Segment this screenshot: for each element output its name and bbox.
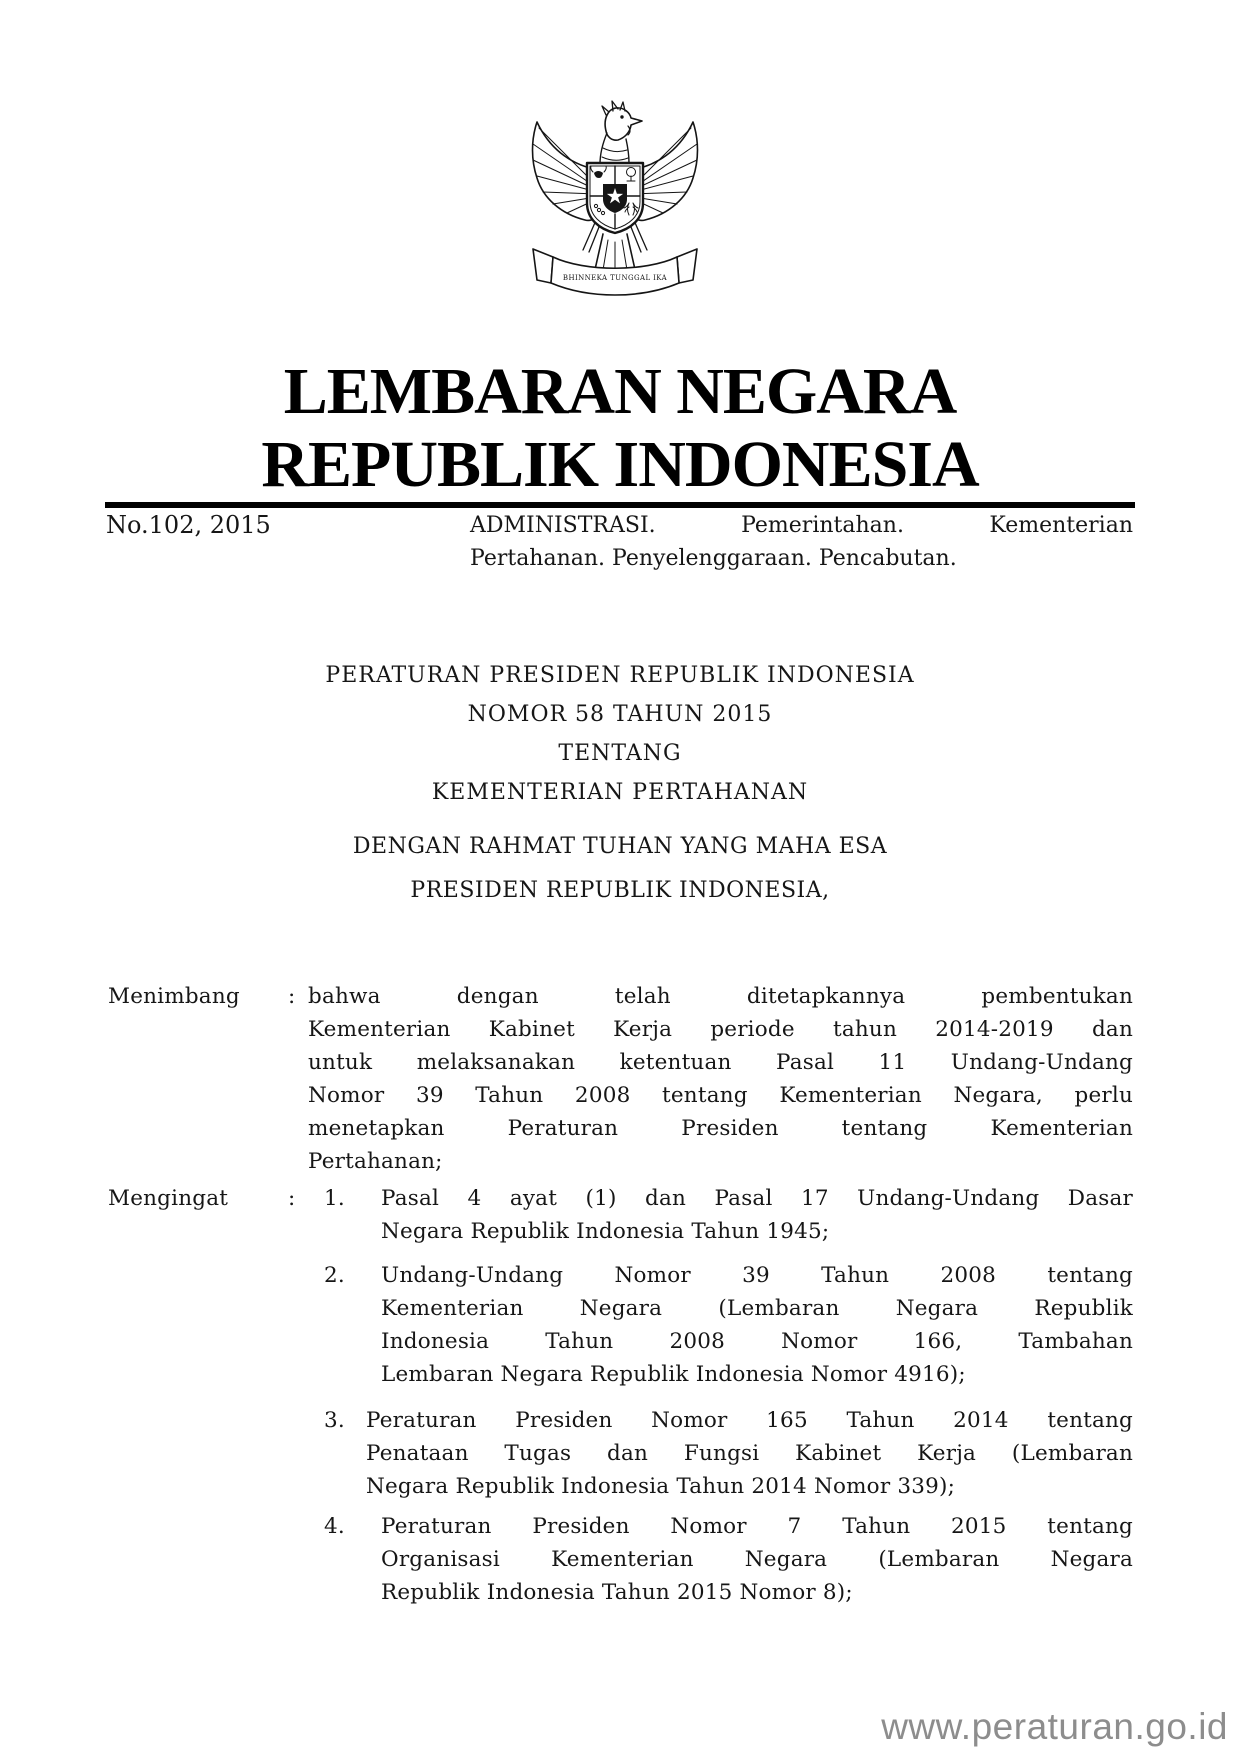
legal-basis-item bbox=[381, 1510, 1133, 1609]
authority-line: PRESIDEN REPUBLIK INDONESIA, bbox=[410, 878, 830, 903]
invocation-line: DENGAN RAHMAT TUHAN YANG MAHA ESA bbox=[352, 834, 888, 859]
text-line: Pertahanan; bbox=[308, 1149, 443, 1174]
text-line: bahwa dengan telah ditetapkannya pembentukan bbox=[308, 984, 1133, 1009]
text-line: menetapkan Peraturan Presiden tentang Kementerian bbox=[308, 1116, 1133, 1141]
text-line: Undang-Undang Nomor 39 Tahun 2008 tentang bbox=[381, 1263, 1133, 1288]
legal-basis-label: Mengingat bbox=[108, 1186, 229, 1211]
text-line: Pertahanan. Penyelenggaraan. Pencabutan. bbox=[470, 546, 957, 571]
legal-basis-item bbox=[366, 1404, 1133, 1503]
text-line: ADMINISTRASI. Pemerintahan. Kementerian bbox=[470, 513, 1133, 538]
regulation-title-line2: NOMOR 58 TAHUN 2015 bbox=[467, 702, 773, 727]
text-line: Republik Indonesia Tahun 2015 Nomor 8); bbox=[381, 1580, 853, 1605]
legal-basis-item bbox=[381, 1182, 1133, 1248]
garuda-eye bbox=[620, 115, 623, 118]
text-line: Organisasi Kementerian Negara (Lembaran Negara bbox=[381, 1547, 1133, 1572]
text-line: Nomor 39 Tahun 2008 tentang Kementerian Negara, perlu bbox=[308, 1083, 1133, 1108]
regulation-title-line4: KEMENTERIAN PERTAHANAN bbox=[431, 780, 809, 805]
masthead-rule bbox=[105, 502, 1135, 508]
regulation-title bbox=[105, 656, 1135, 812]
site-watermark: www.peraturan.go.id bbox=[881, 1706, 1228, 1747]
emblem-motto: BHINNEKA TUNGGAL IKA bbox=[562, 274, 668, 282]
legal-basis-colon: : bbox=[288, 1186, 296, 1211]
text-line: Negara Republik Indonesia Tahun 1945; bbox=[381, 1219, 830, 1244]
text-line: Lembaran Negara Republik Indonesia Nomor 4916); bbox=[381, 1362, 966, 1387]
issue-number: No.102, 2015 bbox=[106, 511, 271, 539]
garuda-head bbox=[605, 108, 642, 140]
considerations-paragraph bbox=[308, 980, 1133, 1178]
garuda-pancasila-emblem bbox=[523, 100, 707, 298]
legal-basis-item-number: 1. bbox=[324, 1186, 345, 1211]
text-line: Indonesia Tahun 2008 Nomor 166, Tambahan bbox=[381, 1329, 1133, 1354]
text-line: untuk melaksanakan ketentuan Pasal 11 Undang-Undang bbox=[308, 1050, 1133, 1075]
regulation-title-line3: TENTANG bbox=[558, 741, 682, 766]
text-line: Pasal 4 ayat (1) dan Pasal 17 Undang-Undang Dasar bbox=[381, 1186, 1133, 1211]
subject-keywords bbox=[470, 509, 1133, 575]
text-line: Penataan Tugas dan Fungsi Kabinet Kerja (Lembaran bbox=[366, 1441, 1133, 1466]
legal-basis-item bbox=[381, 1259, 1133, 1391]
masthead-title-line2: REPUBLIK INDONESIA bbox=[261, 428, 979, 501]
text-line: Peraturan Presiden Nomor 7 Tahun 2015 tentang bbox=[381, 1514, 1133, 1539]
regulation-title-line1: PERATURAN PRESIDEN REPUBLIK INDONESIA bbox=[325, 663, 915, 688]
legal-basis-item-number: 4. bbox=[324, 1514, 345, 1539]
text-line: Kementerian Negara (Lembaran Negara Republik bbox=[381, 1296, 1133, 1321]
text-line: Negara Republik Indonesia Tahun 2014 Nomor 339); bbox=[366, 1474, 956, 1499]
legal-basis-item-number: 2. bbox=[324, 1263, 345, 1288]
legal-basis-item-number: 3. bbox=[324, 1408, 345, 1433]
considerations-label: Menimbang bbox=[108, 984, 240, 1009]
text-line: Peraturan Presiden Nomor 165 Tahun 2014 tentang bbox=[366, 1408, 1133, 1433]
masthead-title-line1: LEMBARAN NEGARA bbox=[283, 355, 957, 428]
masthead-title bbox=[105, 355, 1135, 501]
considerations-colon: : bbox=[288, 984, 296, 1009]
text-line: Kementerian Kabinet Kerja periode tahun 2014-2019 dan bbox=[308, 1017, 1133, 1042]
